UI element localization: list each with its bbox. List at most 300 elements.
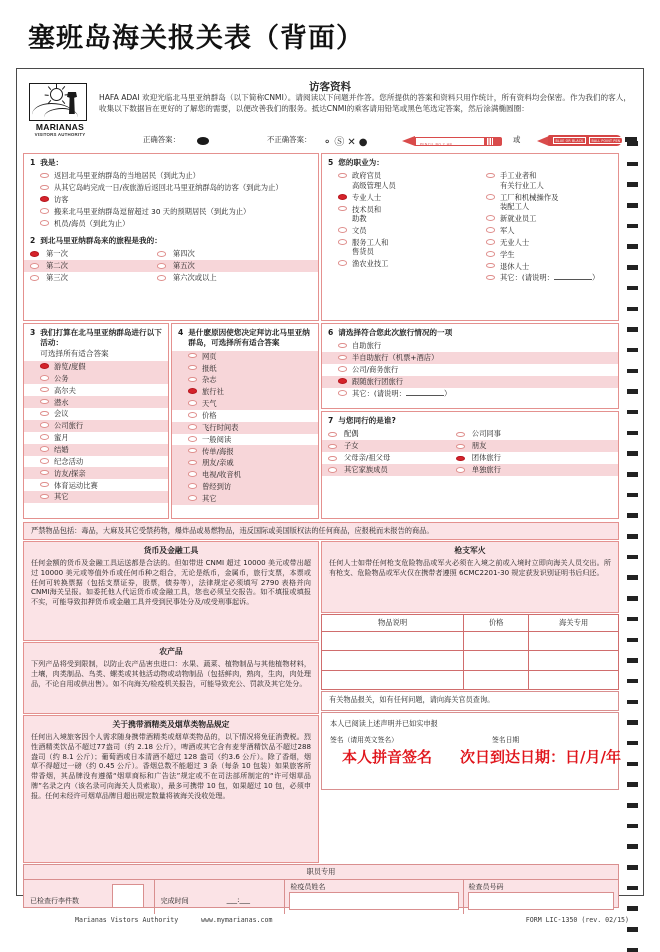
empty-bubble-icon[interactable] bbox=[188, 377, 197, 383]
official-use-bar: 职员专用 bbox=[24, 865, 618, 880]
checked-bags-label: 已检查行李件数 bbox=[30, 897, 79, 905]
empty-bubble-icon[interactable] bbox=[40, 185, 49, 191]
q6-option-label: 半自助旅行（机票+酒店） bbox=[352, 353, 439, 363]
goods-table-header-row bbox=[322, 615, 618, 631]
q3-option-label: 游览/度假 bbox=[54, 361, 86, 371]
empty-bubble-icon[interactable] bbox=[40, 387, 49, 393]
filled-bubble-icon[interactable] bbox=[338, 194, 347, 200]
or-label: 或 bbox=[513, 135, 521, 144]
q5-option-right[interactable] bbox=[470, 213, 618, 225]
q3-option[interactable] bbox=[24, 467, 168, 479]
official-use-box bbox=[23, 864, 619, 908]
fill-in-blank[interactable] bbox=[554, 274, 592, 280]
empty-bubble-icon[interactable] bbox=[456, 444, 465, 450]
empty-bubble-icon[interactable] bbox=[30, 263, 39, 269]
question-4-header bbox=[172, 324, 318, 351]
q5-option-left-label: 服务工人和 售货员 bbox=[352, 237, 389, 257]
q4-option-label: 曾经到访 bbox=[202, 482, 232, 492]
q4-option-label: 电视/收音机 bbox=[202, 470, 241, 480]
currency-box bbox=[23, 541, 319, 641]
prohibited-items-box bbox=[23, 522, 619, 540]
q3-option-label: 蜜月 bbox=[54, 433, 69, 443]
q3-option-label: 结婚 bbox=[54, 444, 69, 454]
q7-option-left-label: 子女 bbox=[344, 441, 359, 451]
filled-bubble-icon[interactable] bbox=[338, 378, 347, 384]
alcohol-body: 任何出入境旅客因个人需求随身携带酒精类或烟草类物品的，以下情况将免征消费税。烈性酒精类饮品不超过77盎司（约 2.18 公斤），啤酒或其它含有麦芽酒精饮品不超过288盎司（约 8.1 公斤）；葡萄酒或日本清酒不超过 128 盎司（约3.6 公斤）。除了香烟，烟草不得超过一磅（约 0.45 公斤）。香烟总数不能超过 3 条（每条 10 包装）如果旅客所带香烟，其品牌没有遵循“烟草商标和广告法”规定或不在司法部所制定的“许可烟草品牌”名录之内（该名录可向海关人员索取），最多可携带 10 包，如果超过 10 包，必须申报。任何未经许可烟草品牌目超出规定数量将被海关没收处理。 bbox=[31, 732, 311, 800]
prohibited-items-text: 严禁物品包括：毒品，大麻及其它受禁药物，爆炸品或易燃物品，违反国际或美国版权法的任何商品，应报税而未报告的商品。 bbox=[31, 526, 434, 535]
q2-option-row bbox=[24, 272, 318, 284]
inspector-number-label: 检查员号码 bbox=[468, 883, 504, 891]
pen-label-2: BALL POINT PEN bbox=[589, 137, 623, 144]
empty-bubble-icon[interactable] bbox=[40, 482, 49, 488]
question-4-title: 是什麽原因使您决定拜访北马里亚纳群岛，可选择所有适合答案 bbox=[188, 328, 310, 348]
marking-instructions bbox=[17, 131, 643, 149]
empty-bubble-icon[interactable] bbox=[40, 411, 49, 417]
q7-option-left-label: 父母亲/祖父母 bbox=[344, 453, 391, 463]
q2-option-row bbox=[24, 248, 318, 260]
q1-option[interactable] bbox=[24, 182, 318, 194]
goods-col-description: 物品说明 bbox=[322, 615, 464, 631]
empty-bubble-icon[interactable] bbox=[456, 432, 465, 438]
q5-option-right-label: 其它：(请说明： ） bbox=[500, 273, 600, 283]
goods-col-customs: 海关专用 bbox=[558, 618, 589, 627]
q2-option-right[interactable] bbox=[157, 261, 312, 270]
empty-bubble-icon[interactable] bbox=[338, 206, 347, 212]
q5-option-right-label: 退休人士 bbox=[500, 261, 530, 271]
q4-option-label: 价格 bbox=[202, 410, 217, 420]
empty-bubble-icon[interactable] bbox=[188, 460, 197, 466]
inspector-name-input[interactable] bbox=[289, 892, 458, 910]
q5-option-left-label: 政府官员 高级管理人员 bbox=[352, 171, 396, 190]
q5-option-left[interactable] bbox=[322, 192, 470, 204]
q2-option-left-label: 第三次 bbox=[46, 272, 68, 282]
empty-bubble-icon[interactable] bbox=[40, 375, 49, 381]
annotation-signature: 本人拼音签名 bbox=[342, 748, 433, 766]
q7-option-left[interactable] bbox=[328, 453, 451, 462]
q2-option-left[interactable] bbox=[30, 273, 152, 282]
q3-option[interactable] bbox=[24, 396, 168, 408]
declared-goods-table[interactable] bbox=[321, 614, 619, 690]
empty-bubble-icon[interactable] bbox=[486, 215, 495, 221]
signature-label: 签名（请用英文签名） bbox=[330, 736, 398, 744]
question-4-number: 4 bbox=[178, 328, 184, 337]
question-3-subtitle: 可选择所有适合答案 bbox=[40, 348, 109, 358]
empty-bubble-icon[interactable] bbox=[188, 424, 197, 430]
empty-bubble-icon[interactable] bbox=[188, 483, 197, 489]
empty-bubble-icon[interactable] bbox=[338, 173, 347, 179]
empty-bubble-icon[interactable] bbox=[338, 343, 347, 349]
q7-option-left-label: 配偶 bbox=[344, 429, 359, 439]
question-1-header bbox=[24, 154, 318, 170]
empty-bubble-icon[interactable] bbox=[328, 467, 337, 473]
q4-option[interactable] bbox=[172, 351, 318, 363]
empty-bubble-icon[interactable] bbox=[157, 263, 166, 269]
q5-option-right-label: 手工业者和 有关行业工人 bbox=[500, 171, 544, 190]
footer-website[interactable]: www.mymarianas.com bbox=[201, 916, 273, 924]
question-5-box bbox=[321, 153, 619, 321]
question-5-number: 5 bbox=[328, 158, 334, 167]
q3-option[interactable] bbox=[24, 361, 168, 373]
q6-option-label: 跟随旅行团旅行 bbox=[352, 377, 404, 387]
filled-bubble-icon[interactable] bbox=[188, 388, 197, 394]
alcohol-tobacco-box bbox=[23, 715, 319, 863]
q3-option-label: 纪念活动 bbox=[54, 456, 84, 466]
q4-option-label: 报纸 bbox=[202, 363, 217, 373]
logo-name: MARIANAS bbox=[35, 122, 85, 132]
q5-option-right-label: 军人 bbox=[500, 225, 515, 235]
completion-time-input[interactable]: ___:___ bbox=[226, 896, 251, 904]
q2-option-right[interactable] bbox=[157, 249, 312, 258]
q3-option[interactable] bbox=[24, 491, 168, 503]
question-2-header bbox=[24, 230, 318, 248]
q7-option-right-label: 团体旅行 bbox=[471, 453, 501, 463]
q1-option-label: 从其它岛屿完成一日/夜旅游后返回北马里亚纳群岛的访客（到此为止） bbox=[54, 183, 283, 193]
q3-option[interactable] bbox=[24, 432, 168, 444]
footer-authority: Marianas Vistors Authority bbox=[75, 916, 179, 924]
q3-option[interactable] bbox=[24, 420, 168, 432]
q5-option-right-label: 工厂和机械操作及 装配工人 bbox=[500, 192, 559, 212]
q4-option[interactable] bbox=[172, 481, 318, 493]
empty-bubble-icon[interactable] bbox=[40, 494, 49, 500]
q2-option-right-label: 第五次 bbox=[172, 260, 195, 270]
question-6-number: 6 bbox=[328, 328, 334, 337]
annotation-date: 次日到达日期：日/月/年 bbox=[460, 748, 621, 766]
empty-bubble-icon[interactable] bbox=[40, 458, 49, 464]
q5-option-left[interactable] bbox=[322, 258, 470, 270]
q3-option[interactable] bbox=[24, 384, 168, 396]
inquiry-text: 有关物品报关，如有任何问题，请向海关官员查询。 bbox=[329, 695, 495, 704]
question-2-options bbox=[24, 248, 318, 284]
question-6-title: 请选择符合您此次旅行情况的一项 bbox=[338, 328, 453, 337]
q4-option[interactable] bbox=[172, 386, 318, 398]
question-1-2-box bbox=[23, 153, 319, 321]
table-row[interactable] bbox=[322, 650, 618, 669]
empty-bubble-icon[interactable] bbox=[40, 220, 49, 226]
alcohol-heading: 关于携带酒精类及烟草类物品规定 bbox=[112, 720, 230, 729]
q6-option[interactable] bbox=[322, 352, 618, 364]
q3-option[interactable] bbox=[24, 479, 168, 491]
q5-option-right[interactable] bbox=[470, 170, 618, 191]
q5-option-left[interactable] bbox=[322, 170, 470, 191]
empty-bubble-icon[interactable] bbox=[40, 446, 49, 452]
question-3-options bbox=[24, 361, 168, 503]
q7-option-left[interactable] bbox=[328, 429, 451, 438]
footer-form-id: FORM LIC-1350 (rev. 02/15) bbox=[525, 916, 629, 924]
empty-bubble-icon[interactable] bbox=[486, 275, 495, 281]
empty-bubble-icon[interactable] bbox=[40, 173, 49, 179]
q4-option[interactable] bbox=[172, 410, 318, 422]
q4-option-label: 其它 bbox=[202, 494, 217, 503]
q2-option-left[interactable] bbox=[30, 261, 152, 270]
q4-option[interactable] bbox=[172, 362, 318, 374]
q4-option[interactable] bbox=[172, 493, 318, 505]
q2-option-left[interactable] bbox=[30, 249, 152, 258]
q3-option-label: 其它 bbox=[54, 492, 69, 502]
logo-subtitle: VISITORS AUTHORITY bbox=[34, 132, 86, 137]
question-4-box bbox=[171, 323, 319, 519]
question-1-number: 1 bbox=[30, 158, 36, 167]
empty-bubble-icon[interactable] bbox=[188, 495, 197, 501]
question-3-number: 3 bbox=[30, 328, 36, 337]
question-2-title: 到北马里亚纳群岛来的旅程是我的： bbox=[40, 235, 162, 245]
empty-bubble-icon[interactable] bbox=[40, 208, 49, 214]
inspector-name-cell bbox=[285, 880, 463, 914]
filled-bubble-icon[interactable] bbox=[456, 456, 465, 462]
q2-option-left-label: 第二次 bbox=[46, 260, 68, 270]
q1-option[interactable] bbox=[24, 170, 318, 182]
inspector-number-cell bbox=[464, 880, 618, 914]
completion-time-label: 完成时间 bbox=[160, 897, 189, 905]
checked-bags-cell bbox=[24, 880, 155, 914]
q4-option-label: 天气 bbox=[202, 399, 217, 409]
q2-option-right[interactable] bbox=[157, 273, 312, 282]
q4-option[interactable] bbox=[172, 445, 318, 457]
q6-option[interactable] bbox=[322, 376, 618, 388]
question-7-number: 7 bbox=[328, 416, 334, 425]
signature-box bbox=[321, 712, 619, 790]
visitor-info-heading: 访客资料 bbox=[309, 81, 351, 93]
empty-bubble-icon[interactable] bbox=[188, 353, 197, 359]
agriculture-body: 下列产品将受到限制，以防止农产品害虫进口：水果、蔬菜、植物制品与其他植物材料，土壤，肉类制品、鸟类、螺类或其他活动物或动物制品（包括鲜肉，熟肉，生肉，肉处理品，不论自用或供出售）。如不向海关/检疫机关报告，可能导致充公、罚款及其它处分。 bbox=[31, 659, 311, 688]
empty-bubble-icon[interactable] bbox=[328, 456, 337, 462]
q7-option-left[interactable] bbox=[328, 441, 451, 450]
q6-option-label: 公司/商务旅行 bbox=[352, 365, 399, 375]
empty-bubble-icon[interactable] bbox=[157, 251, 166, 257]
q4-option[interactable] bbox=[172, 469, 318, 481]
question-3-title: 我们打算在北马里亚纳群岛进行以下活动： bbox=[40, 328, 162, 348]
correct-answer-label: 正确答案： bbox=[143, 135, 180, 144]
empty-bubble-icon[interactable] bbox=[40, 470, 49, 476]
q2-option-right-label: 第六次或以上 bbox=[172, 272, 217, 282]
q3-option[interactable] bbox=[24, 444, 168, 456]
inquiry-box bbox=[321, 691, 619, 711]
question-7-title: 与您同行的是谁? bbox=[338, 416, 396, 425]
q5-option-left[interactable] bbox=[322, 203, 470, 224]
question-1-options bbox=[24, 170, 318, 229]
question-4-options bbox=[172, 351, 318, 505]
q1-option-label: 机员/海员（到此为止） bbox=[54, 218, 130, 228]
q6-option[interactable] bbox=[322, 364, 618, 376]
q1-option[interactable] bbox=[24, 194, 318, 206]
q1-option-label: 搬来北马里亚纳群岛逗留超过 30 天的预期居民（到此为止） bbox=[54, 207, 251, 217]
empty-bubble-icon[interactable] bbox=[188, 471, 197, 477]
question-5-header bbox=[322, 154, 618, 170]
question-6-box bbox=[321, 323, 619, 409]
inspector-name-label: 检疫员姓名 bbox=[290, 883, 326, 891]
q3-option-label: 公司旅行 bbox=[54, 421, 84, 431]
q6-option[interactable] bbox=[322, 340, 618, 352]
question-6-header bbox=[322, 324, 618, 340]
question-3-title-wrap bbox=[40, 328, 162, 359]
question-5-left-options bbox=[322, 170, 470, 284]
q5-option-right[interactable] bbox=[470, 237, 618, 249]
table-row[interactable] bbox=[322, 631, 618, 650]
declaration-text: 本人已阅读上述声明并已如实申报 bbox=[330, 719, 438, 728]
question-5-columns bbox=[322, 170, 618, 284]
filled-bubble-icon[interactable] bbox=[40, 196, 49, 202]
empty-bubble-icon[interactable] bbox=[40, 422, 49, 428]
q3-option-label: 高尔夫 bbox=[54, 385, 76, 395]
question-1-title: 我是： bbox=[40, 158, 64, 167]
form-sheet bbox=[16, 68, 644, 924]
pencil-label: PENCIL NO.2 HB bbox=[420, 142, 453, 146]
signature-date-label: 签名日期 bbox=[492, 736, 520, 744]
incorrect-answer-label: 不正确答案： bbox=[267, 135, 312, 144]
empty-bubble-icon[interactable] bbox=[40, 399, 49, 405]
q4-option-label: 一般阅读 bbox=[202, 434, 232, 444]
empty-bubble-icon[interactable] bbox=[486, 194, 495, 200]
q5-option-right-label: 无业人士 bbox=[500, 237, 530, 247]
firearms-box bbox=[321, 541, 619, 613]
question-7-options bbox=[322, 428, 618, 475]
question-6-options bbox=[322, 340, 618, 399]
q3-option[interactable] bbox=[24, 456, 168, 468]
q7-option-row bbox=[322, 464, 618, 476]
empty-bubble-icon[interactable] bbox=[338, 239, 347, 245]
question-5-title: 您的职业为： bbox=[338, 158, 384, 167]
empty-bubble-icon[interactable] bbox=[338, 366, 347, 372]
q5-option-left-label: 专业人士 bbox=[352, 192, 382, 202]
q5-option-right[interactable] bbox=[470, 249, 618, 261]
q1-option[interactable] bbox=[24, 206, 318, 218]
q4-option[interactable] bbox=[172, 422, 318, 434]
empty-bubble-icon[interactable] bbox=[486, 251, 495, 257]
q5-option-left-label: 文员 bbox=[352, 225, 367, 235]
filled-bubble-icon bbox=[197, 137, 209, 145]
empty-bubble-icon[interactable] bbox=[188, 400, 197, 406]
empty-bubble-icon[interactable] bbox=[338, 227, 347, 233]
page-title: 塞班岛海关报关表（背面） bbox=[28, 23, 364, 53]
currency-heading: 货币及金融工具 bbox=[143, 546, 199, 555]
currency-body: 任何金额的货币及金融工具运送都是合法的。但如带进 CNMI 超过 10000 美元或带出超过 10000 美元或等值外币或任何币种之组合，无论是纸币，金属币，旅行支票，本票或任何可转换票据（包括支票证券，股票，债券等），法律规定必须填写 2790 表格并向CNMI海关呈报。如委托他人代运货币或金融工具，您也必须呈交报告。如不填报或填报不实，可能导致扣押货币或金融工具并受到民事处分及/或受刑事起诉。 bbox=[31, 558, 311, 607]
pen-label-1: BLUE OR BLACK bbox=[553, 137, 586, 144]
q4-option-label: 网页 bbox=[202, 351, 217, 361]
q7-option-row bbox=[322, 428, 618, 440]
filled-bubble-icon[interactable] bbox=[40, 363, 49, 369]
agriculture-heading: 农产品 bbox=[159, 647, 183, 656]
q2-option-row bbox=[24, 260, 318, 272]
empty-bubble-icon[interactable] bbox=[486, 239, 495, 245]
firearms-body: 任何人士如带任何枪支危险物品或军火必须在入境之前或入境时立即向海关人员交出。所有枪支、危险物品或军火仅在携带者遵照 6CMC2201-30 规定获发识别证明书后归还。 bbox=[329, 558, 611, 577]
q3-option-label: 潜水 bbox=[54, 397, 69, 407]
q3-option[interactable] bbox=[24, 408, 168, 420]
q7-option-right[interactable] bbox=[456, 453, 612, 462]
question-2-number: 2 bbox=[30, 235, 36, 245]
agriculture-box bbox=[23, 642, 319, 714]
timing-marks bbox=[627, 141, 641, 889]
q7-option-right-label: 公司同事 bbox=[471, 429, 501, 439]
empty-bubble-icon[interactable] bbox=[157, 275, 166, 281]
q4-option[interactable] bbox=[172, 434, 318, 446]
table-row[interactable] bbox=[322, 670, 618, 689]
q2-option-right-label: 第四次 bbox=[172, 248, 195, 258]
question-5-right-options bbox=[470, 170, 618, 284]
completion-time-cell bbox=[155, 880, 286, 914]
q1-option-label: 访客 bbox=[54, 195, 69, 205]
q2-option-left-label: 第一次 bbox=[46, 248, 68, 258]
q5-option-right[interactable] bbox=[470, 272, 618, 284]
q6-option-label: 自助旅行 bbox=[352, 341, 382, 351]
q5-option-left-label: 渔农业技工 bbox=[352, 259, 389, 269]
empty-bubble-icon[interactable] bbox=[486, 227, 495, 233]
q7-option-right-label: 单独旅行 bbox=[471, 465, 501, 475]
question-7-box bbox=[321, 411, 619, 519]
q7-option-left[interactable] bbox=[328, 465, 451, 474]
q5-option-right[interactable] bbox=[470, 260, 618, 272]
q4-option-label: 传单/海报 bbox=[202, 446, 234, 456]
q6-option[interactable] bbox=[322, 388, 618, 400]
empty-bubble-icon[interactable] bbox=[188, 448, 197, 454]
q5-option-left[interactable] bbox=[322, 237, 470, 258]
empty-bubble-icon[interactable] bbox=[338, 390, 347, 396]
q7-option-right[interactable] bbox=[456, 465, 612, 474]
q3-option-label: 公务 bbox=[54, 373, 69, 383]
q4-option-label: 旅行社 bbox=[202, 387, 224, 397]
q1-option-label: 返回北马里亚纳群岛的当地居民（到此为止） bbox=[54, 171, 200, 181]
q5-option-right-label: 新就业员工 bbox=[500, 214, 537, 224]
q7-option-right-label: 朋友 bbox=[471, 441, 487, 451]
q5-option-right-label: 学生 bbox=[500, 249, 515, 259]
q7-option-left-label: 其它家族成员 bbox=[344, 465, 388, 475]
empty-bubble-icon[interactable] bbox=[486, 173, 495, 179]
empty-bubble-icon[interactable] bbox=[30, 275, 39, 281]
empty-bubble-icon[interactable] bbox=[486, 263, 495, 269]
q7-option-right[interactable] bbox=[456, 429, 612, 438]
empty-bubble-icon[interactable] bbox=[40, 434, 49, 440]
question-7-header bbox=[322, 412, 618, 428]
empty-bubble-icon[interactable] bbox=[338, 260, 347, 266]
pen-icon bbox=[537, 135, 625, 147]
q1-option[interactable] bbox=[24, 218, 318, 230]
q5-option-left-label: 技术员和 助教 bbox=[352, 204, 382, 224]
empty-bubble-icon[interactable] bbox=[328, 432, 337, 438]
q4-option-label: 飞行时间表 bbox=[202, 422, 239, 432]
q4-option[interactable] bbox=[172, 457, 318, 469]
visitor-info-body: HAFA ADAI 欢迎光临北马里亚纳群岛（以下简称CNMI）。请阅读以下问题并作答。您所提供的答案和资料只用作统计，所有资料均会保密。作为我们的客人，收集以下数据旨在更好的了解您的需要，以便改善我们的服务。抵达CNMI的乘客请用铅笔或黑色笔选定答案，然后涂满椭圆圈： bbox=[99, 93, 631, 113]
q7-option-row bbox=[322, 452, 618, 464]
empty-bubble-icon[interactable] bbox=[328, 444, 337, 450]
q4-option-label: 杂志 bbox=[202, 375, 217, 385]
question-3-header bbox=[24, 324, 168, 361]
pencil-icon bbox=[402, 136, 502, 147]
official-use-row bbox=[24, 880, 618, 914]
empty-bubble-icon[interactable] bbox=[456, 467, 465, 473]
checked-bags-input[interactable] bbox=[112, 884, 144, 908]
q5-option-right[interactable] bbox=[470, 225, 618, 237]
q3-option-label: 体育运动比赛 bbox=[54, 480, 98, 490]
empty-bubble-icon[interactable] bbox=[188, 365, 197, 371]
inspector-number-input[interactable] bbox=[468, 892, 614, 910]
q7-option-row bbox=[322, 440, 618, 452]
empty-bubble-icon[interactable] bbox=[338, 355, 347, 361]
q5-option-left[interactable] bbox=[322, 225, 470, 237]
q4-option[interactable] bbox=[172, 374, 318, 386]
q6-option-label: 其它：(请说明： ） bbox=[352, 388, 452, 398]
filled-bubble-icon[interactable] bbox=[30, 251, 39, 257]
question-3-box bbox=[23, 323, 169, 519]
q4-option-label: 朋友/亲戚 bbox=[202, 458, 234, 468]
q4-option[interactable] bbox=[172, 398, 318, 410]
q3-option-label: 访友/探亲 bbox=[54, 468, 86, 478]
empty-bubble-icon[interactable] bbox=[188, 412, 197, 418]
q5-option-right[interactable] bbox=[470, 192, 618, 213]
firearms-heading: 枪支军火 bbox=[454, 546, 486, 555]
q7-option-right[interactable] bbox=[456, 441, 612, 450]
empty-bubble-icon[interactable] bbox=[188, 436, 197, 442]
q3-option-label: 会议 bbox=[54, 409, 69, 419]
fill-in-blank[interactable] bbox=[406, 390, 444, 396]
q3-option[interactable] bbox=[24, 373, 168, 385]
